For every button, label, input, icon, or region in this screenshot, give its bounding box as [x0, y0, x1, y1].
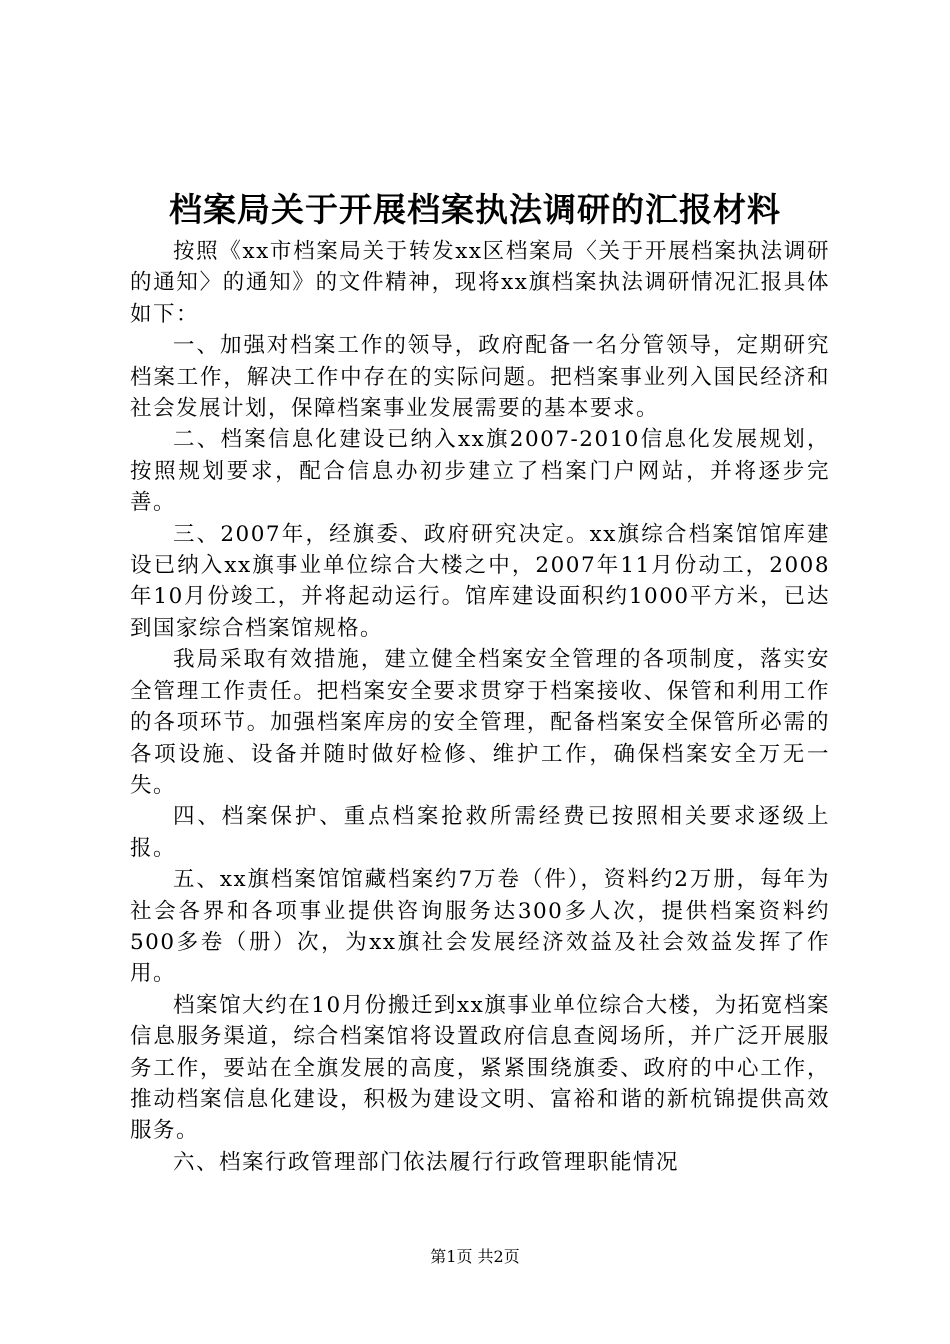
- paragraph-section-6: 六、档案行政管理部门依法履行行政管理职能情况: [173, 1149, 680, 1175]
- paragraph-relocation: 档案馆大约在10月份搬迁到xx旗事业单位综合大楼，为拓宽档案信息服务渠道，综合档案馆将设置政府信息查阅场所，并广泛开展服务工作，要站在全旗发展的高度，紧紧围绕旗委、政府的中心工作，推动档案信息化建设，积极为建设文明、富裕和谐的新杭锦提供高效服务。: [130, 992, 830, 1144]
- paragraph-section-2: 二、档案信息化建设已纳入xx旗2007-2010信息化发展规划，按照规划要求，配合信息办初步建立了档案门户网站，并将逐步完善。: [130, 427, 830, 516]
- paragraph-intro: 按照《xx市档案局关于转发xx区档案局〈关于开展档案执法调研的通知〉的通知》的文件精神，现将xx旗档案执法调研情况汇报具体如下：: [130, 239, 830, 327]
- paragraph-section-5: 五、xx旗档案馆馆藏档案约7万卷（件），资料约2万册，每年为社会各界和各项事业提供咨询服务达300多人次，提供档案资料约500多卷（册）次，为xx旗社会发展经济效益及社会效益发挥了作用。: [130, 867, 830, 987]
- paragraph-section-1: 一、加强对档案工作的领导，政府配备一名分管领导，定期研究档案工作，解决工作中存在的实际问题。把档案事业列入国民经济和社会发展计划，保障档案事业发展需要的基本要求。: [130, 333, 830, 422]
- document-title: 档案局关于开展档案执法调研的汇报材料: [169, 190, 781, 229]
- paragraph-safety-management: 我局采取有效措施，建立健全档案安全管理的各项制度，落实安全管理工作责任。把档案安全要求贯穿于档案接收、保管和利用工作的各项环节。加强档案库房的安全管理，配备档案安全保管所必需的各项设施、设备并随时做好检修、维护工作，确保档案安全万无一失。: [130, 647, 830, 798]
- page-footer: 第1页 共2页: [430, 1247, 520, 1266]
- paragraph-section-4: 四、档案保护、重点档案抢救所需经费已按照相关要求逐级上报。: [130, 804, 830, 861]
- document-body: [130, 236, 830, 1178]
- paragraph-section-3: 三、2007年，经旗委、政府研究决定。xx旗综合档案馆馆库建设已纳入xx旗事业单位综合大楼之中，2007年11月份动工，2008年10月份竣工，并将起动运行。馆库建设面积约1000平方米，已达到国家综合档案馆规格。: [130, 521, 830, 641]
